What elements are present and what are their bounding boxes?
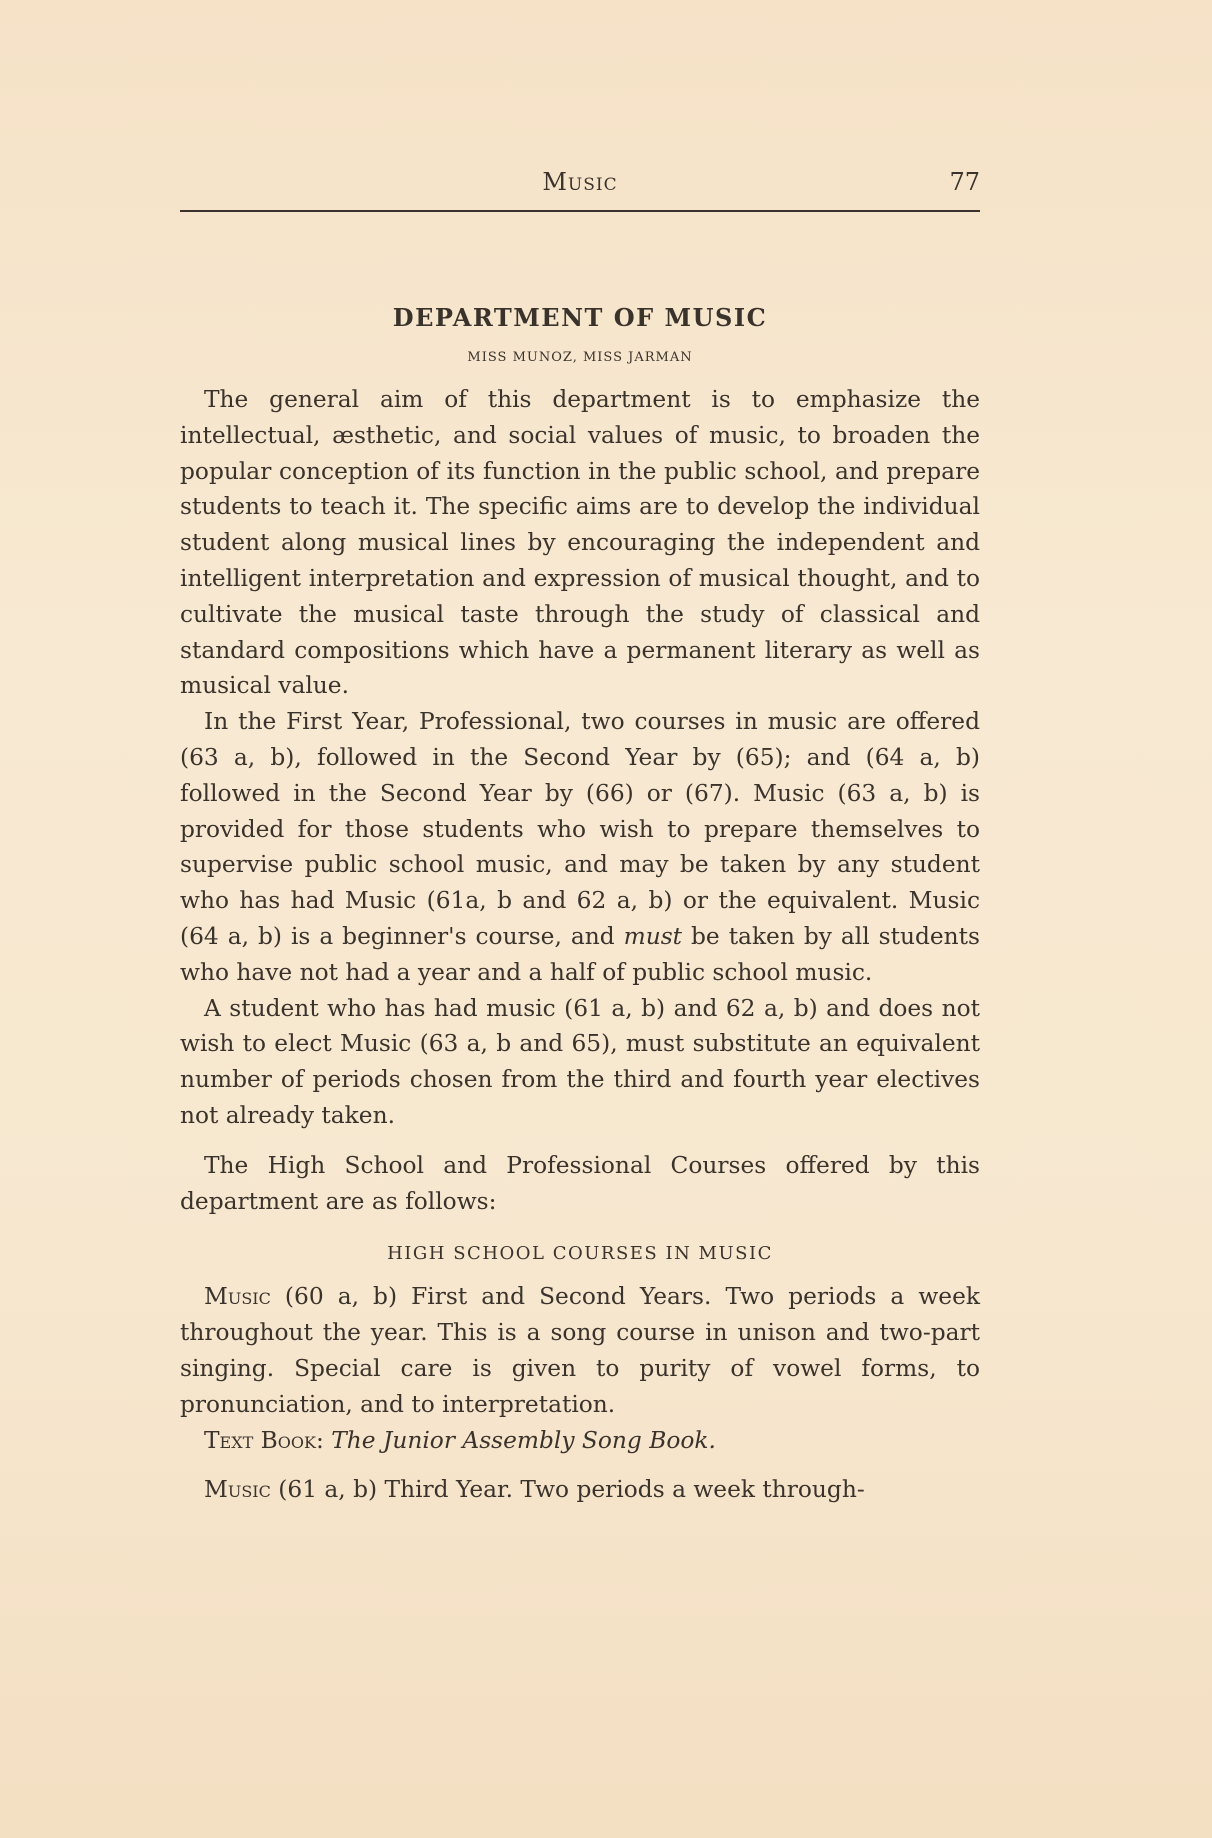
course-60-label: Music: [204, 1283, 271, 1311]
text-book-line: [180, 1423, 980, 1459]
course-61-paragraph: [180, 1472, 980, 1508]
running-head: [180, 168, 980, 208]
header-rule: [180, 210, 980, 212]
text-book-title: The Junior Assembly Song Book.: [331, 1426, 716, 1454]
running-title: Music: [542, 168, 618, 196]
text-book-label: Text Book: [204, 1426, 316, 1454]
department-heading: DEPARTMENT OF MUSIC: [392, 303, 768, 332]
course-61-label: Music: [204, 1476, 271, 1504]
aim-paragraph: The general aim of this department is to emphasize the intellectual, æsthetic, and social values of music, to broaden the popular conception of its function in the public school, and prepare students to teach it. The specific aims are to develop the individual student along musical lines by encouraging the independent and intelligent interpretation and expression of musical thought, and to cultivate the musical taste through the study of classical and standard compositions which have a permanent literary as well as musical value.: [180, 386, 980, 700]
page-number: 77: [949, 168, 980, 196]
course-61-text: (61 a, b) Third Year. Two periods a week through-: [270, 1476, 865, 1504]
first-year-paragraph: [180, 704, 980, 990]
department-staff: MISS MUNOZ, MISS JARMAN: [467, 350, 693, 365]
first-year-text-before: In the First Year, Professional, two courses in music are offered (63 a, b), followed in the Second Year by (65); and (64 a, b) followed in the Second Year by (66) or (67). Music (63 a, b) is provided for those students who wish to prepare themselves to supervise public school music, and may be taken by any student who has had Music (61a, b and 62 a, b) or the equivalent. Music (64 a, b) is a beginner's course, and: [180, 708, 980, 950]
course-60-paragraph: [180, 1279, 980, 1422]
first-year-emphasis: must: [623, 922, 683, 950]
first-year-text-after: be taken by all students who have not had a year and a half of public school music.: [180, 922, 980, 986]
course-60-text: (60 a, b) First and Second Years. Two periods a week throughout the year. This is a song course in unison and two-part singing. Special care is given to purity of vowel forms, to pronunciation, and to interpretation.: [180, 1283, 980, 1418]
courses-intro-paragraph: The High School and Professional Courses offered by this department are as follows:: [180, 1151, 980, 1215]
text-book-separator: :: [316, 1426, 332, 1454]
substitute-paragraph: A student who has had music (61 a, b) and 62 a, b) and does not wish to elect Music (63 a, b and 65), must substitute an equivalent number of periods chosen from the third and fourth year electives not already taken.: [180, 994, 980, 1129]
high-school-heading: HIGH SCHOOL COURSES IN MUSIC: [387, 1243, 773, 1265]
page-body: [180, 300, 980, 1508]
